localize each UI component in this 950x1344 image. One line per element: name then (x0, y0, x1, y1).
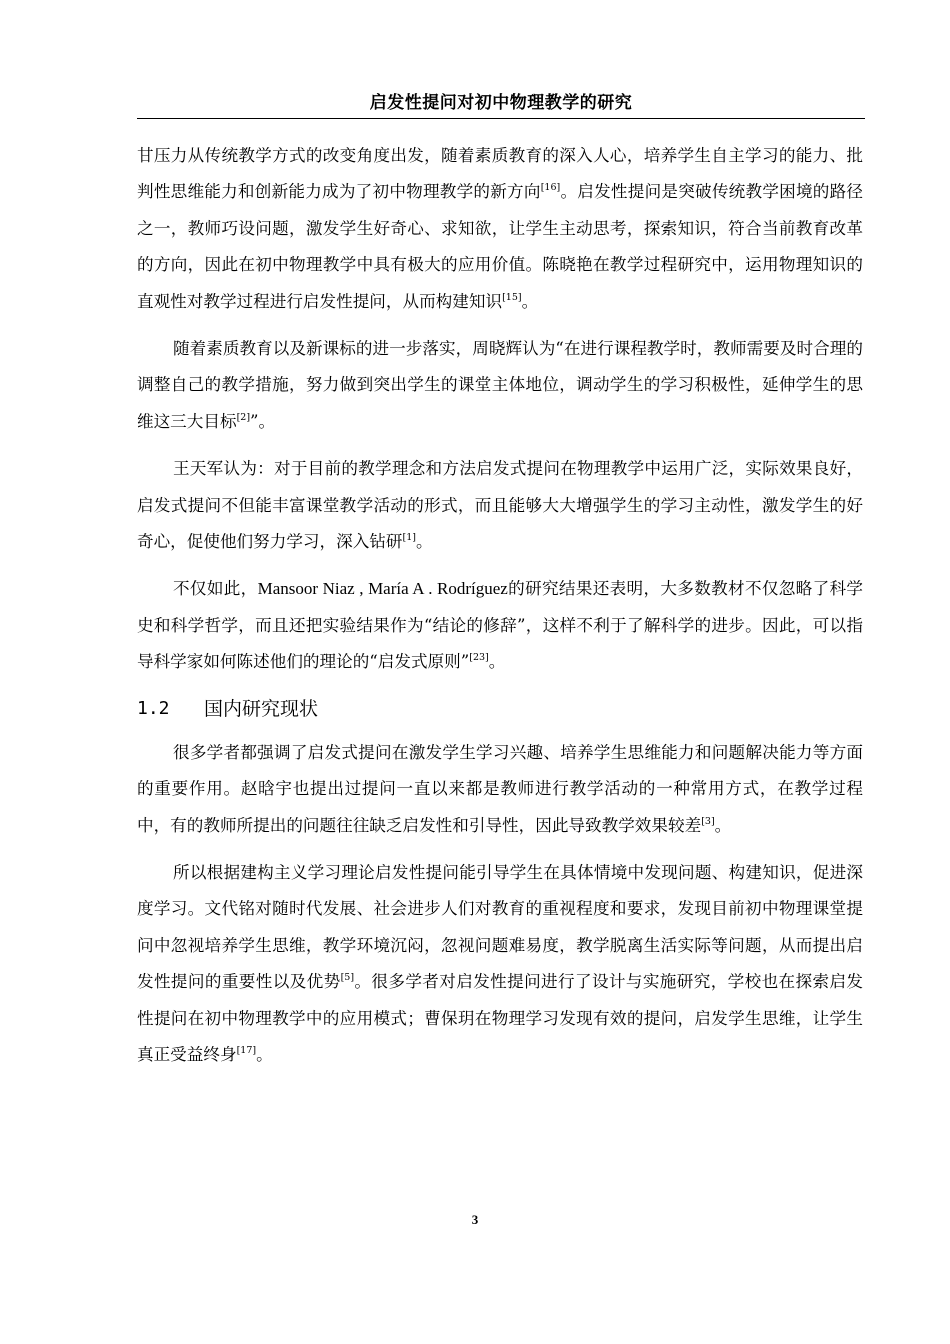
running-header: 启发性提问对初中物理教学的研究 (369, 93, 633, 113)
citation-ref: [16] (540, 182, 561, 194)
author-names: Mansoor Niaz , María A . Rodríguez (257, 579, 508, 599)
paragraph-text: 。 (521, 291, 539, 311)
paragraph-text: 随着素质教育以及新课标的进一步落实，周晓辉认为“在进行课程教学时，教师需要及时合理的调整自己的教学措施，努力做到突出学生的课堂主体地位，调动学生的学习积极性，延伸学生的思维这三大目标 (137, 339, 863, 431)
paragraph-text: 。很多学者对启发性提问进行了设计与实施研究，学校也在探索启发性提问在初中物理教学中的应用模式；曹保玥在物理学习发现有效的提问，启发学生思维，让学生真正受益终身 (137, 972, 864, 1064)
citation-ref: [2] (236, 411, 251, 423)
paragraph-text: 。 (256, 1044, 273, 1064)
paragraph-text: 不仅如此， (173, 579, 258, 599)
section-heading (137, 693, 863, 725)
paragraph (137, 451, 863, 560)
paragraph-text: 的研究结果还表明，大多数教材不仅忽略了科学史和科学哲学，而且还把实验结果作为“结论的修辞”，这样不利于了解科学的进步。因此，可以指导科学家如何陈述他们的理论的“启发式原则” (137, 579, 864, 672)
paragraph-text: ”。 (250, 411, 276, 431)
citation-ref: [3] (701, 815, 715, 827)
paragraph-text: 甘压力从传统教学方式的改变角度出发，随着素质教育的深入人心，培养学生自主学习的能力、批判性思维能力和创新能力成为了初中物理教学的新方向 (137, 146, 863, 202)
paragraph-text: 所以根据建构主义学习理论启发性提问能引导学生在具体情境中发现问题、构建知识，促进深度学习。文代铭对随时代发展、社会进步人们对教育的重视程度和要求，发现目前初中物理课堂提问中忽视培养学生思维，教学环境沉闷，忽视问题难易度，教学脱离生活实际等问题，从而提出启发性提问的重要性以及优势 (137, 862, 863, 992)
paragraph-text: 。 (415, 532, 433, 552)
citation-ref: [17] (236, 1044, 257, 1056)
citation-ref: [1] (402, 532, 416, 544)
citation-ref: [15] (502, 291, 522, 303)
paragraph-text: 。 (488, 652, 506, 672)
paragraph-continuation (137, 138, 863, 320)
page-number: 3 (471, 1212, 479, 1227)
section-title: 国内研究现状 (204, 697, 319, 720)
header-rule (137, 118, 865, 119)
paragraph-text: 王天军认为：对于目前的教学理念和方法启发式提问在物理教学中运用广泛，实际效果良好，启发式提问不但能丰富课堂教学活动的形式，而且能够大大增强学生的学习主动性，激发学生的好奇心，促使他们努力学习，深入钻研 (137, 459, 863, 552)
citation-ref: [5] (340, 972, 355, 984)
paragraph (137, 571, 863, 680)
paragraph (137, 331, 863, 440)
paragraph-text: 。 (714, 815, 732, 835)
section-number: 1.2 (137, 697, 170, 719)
page-body (137, 138, 863, 1084)
paragraph-text: 。启发性提问是突破传统教学困境的路径之一，教师巧设问题，激发学生好奇心、求知欲，让学生主动思考，探索知识，符合当前教育改革的方向，因此在初中物理教学中具有极大的应用价值。陈晓艳在教学过程研究中，运用物理知识的直观性对教学过程进行启发性提问，从而构建知识 (137, 182, 864, 311)
paragraph (137, 855, 863, 1073)
citation-ref: [23] (469, 652, 489, 664)
paragraph (137, 735, 863, 844)
paragraph-text: 很多学者都强调了启发式提问在激发学生学习兴趣、培养学生思维能力和问题解决能力等方面的重要作用。赵晗宇也提出过提问一直以来都是教师进行教学活动的一种常用方式，在教学过程中，有的教师所提出的问题往往缺乏启发性和引导性，因此导致教学效果较差 (137, 742, 863, 835)
